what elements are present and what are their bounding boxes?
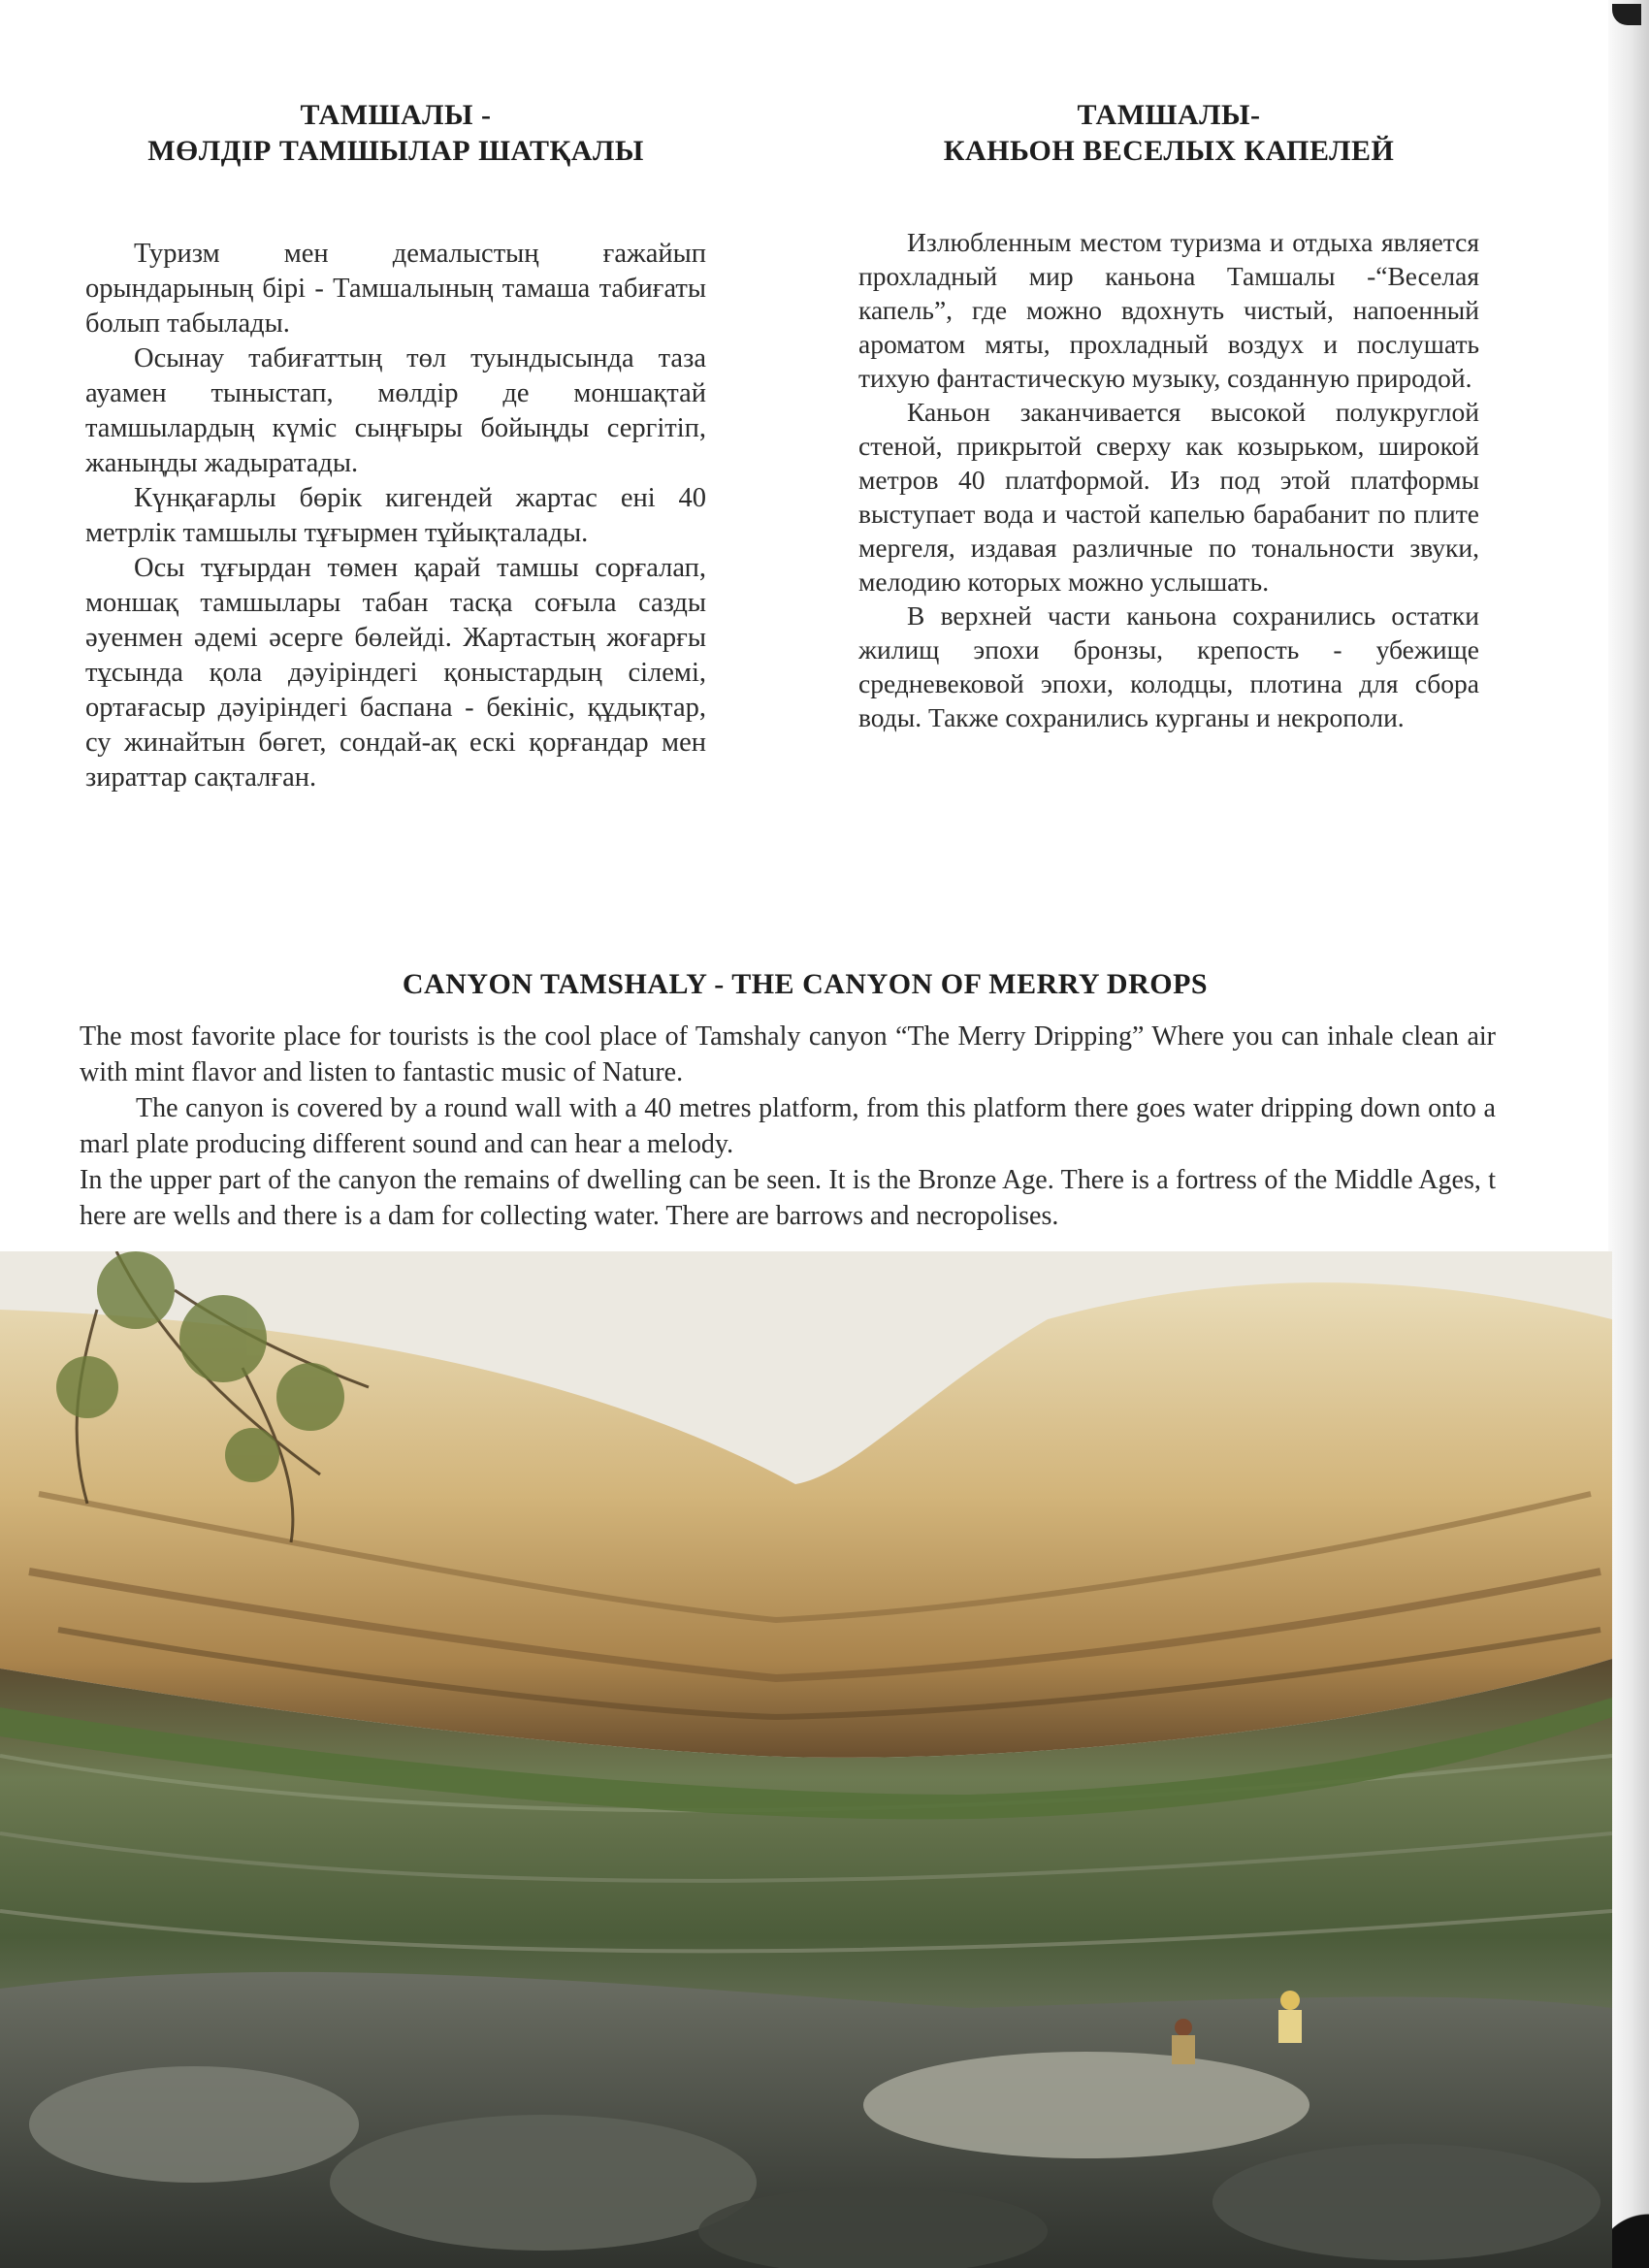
english-paragraph: The canyon is covered by a round wall with a 40 metres platform, from this platform there goes water dripping down onto a marl plate producing different sound and can hear a melody. <box>80 1093 1496 1159</box>
kazakh-paragraph: Күнқағарлы бөрік кигендей жартас ені 40 метрлік тамшылы тұғырмен тұйықталады. <box>85 483 706 548</box>
canyon-photo-illustration <box>0 1251 1612 2268</box>
english-paragraph: In the upper part of the canyon the remains of dwelling can be seen. It is the Bronze Age. There is a fortress of the Middle Ages, t here are wells and there is a dam for collecting water. There are barrows and necropolises. <box>80 1165 1496 1231</box>
kazakh-title-line2: МӨЛДІР ТАМШЫЛАР ШАТҚАЛЫ <box>147 135 644 167</box>
english-paragraph: The most favorite place for tourists is the cool place of Tamshaly canyon “The Merry Dripping” Where you can inhale clean air with mint flavor and listen to fantastic music of Nature. <box>80 1021 1496 1087</box>
russian-paragraph: В верхней части каньона сохранились остатки жилищ эпохи бронзы, крепость - убежище средневековой эпохи, колодцы, плотина для сбора воды. Также сохранились курганы и некрополи. <box>858 600 1479 732</box>
english-text <box>80 1019 1496 1234</box>
kazakh-paragraph: Туризм мен демалыстың ғажайып орындарының бірі - Тамшалының тамаша табиғаты болып табылады. <box>85 239 706 339</box>
canyon-photo <box>0 1251 1612 2268</box>
kazakh-title <box>85 97 706 169</box>
kazakh-paragraph: Осынау табиғаттың төл туындысында таза ауамен тыныстап, мөлдір де моншақтай тамшылардың күміс сыңғыры бойыңды сергітіп, жаныңды жадыратады. <box>85 343 706 478</box>
kazakh-title-line1: ТАМШАЛЫ - <box>300 99 492 131</box>
russian-title-line1: ТАМШАЛЫ- <box>1077 99 1261 131</box>
russian-paragraph: Излюбленным местом туризма и отдыха является прохладный мир каньона Тамшалы -“Веселая капель”, где можно вдохнуть чистый, напоенный ароматом мяты, прохладный воздух и послушать тихую фантастическую музыку, созданную природой. <box>858 227 1479 393</box>
kazakh-paragraph: Осы тұғырдан төмен қарай тамшы сорғалап, моншақ тамшылары табан тасқа соғыла сазды әуенмен әдемі әсерге бөлейді. Жартастың жоғарғы тұсында қола дәуіріндегі қоныстардың сілемі, ортағасыр дәуіріндегі баспана - бекініс, құдықтар, су жинайтын бөгет, сондай-ақ ескі қорғандар мен зираттар сақталған. <box>85 553 706 793</box>
english-title: CANYON TAMSHALY - THE CANYON OF MERRY DROPS <box>402 967 1209 1000</box>
russian-title <box>858 97 1479 169</box>
page-edge-shadow <box>1608 0 1649 2268</box>
kazakh-column <box>85 97 706 795</box>
russian-column <box>858 97 1479 734</box>
russian-title-line2: КАНЬОН ВЕСЕЛЫХ КАПЕЛЕЙ <box>943 135 1395 167</box>
russian-paragraph: Каньон заканчивается высокой полукруглой стеной, прикрытой сверху как козырьком, широкой метров 40 платформой. Из под этой платформы выступает вода и частой капелью барабанит по плите мергеля, издавая различные по тональности звуки, мелодию которых можно услышать. <box>858 397 1479 597</box>
